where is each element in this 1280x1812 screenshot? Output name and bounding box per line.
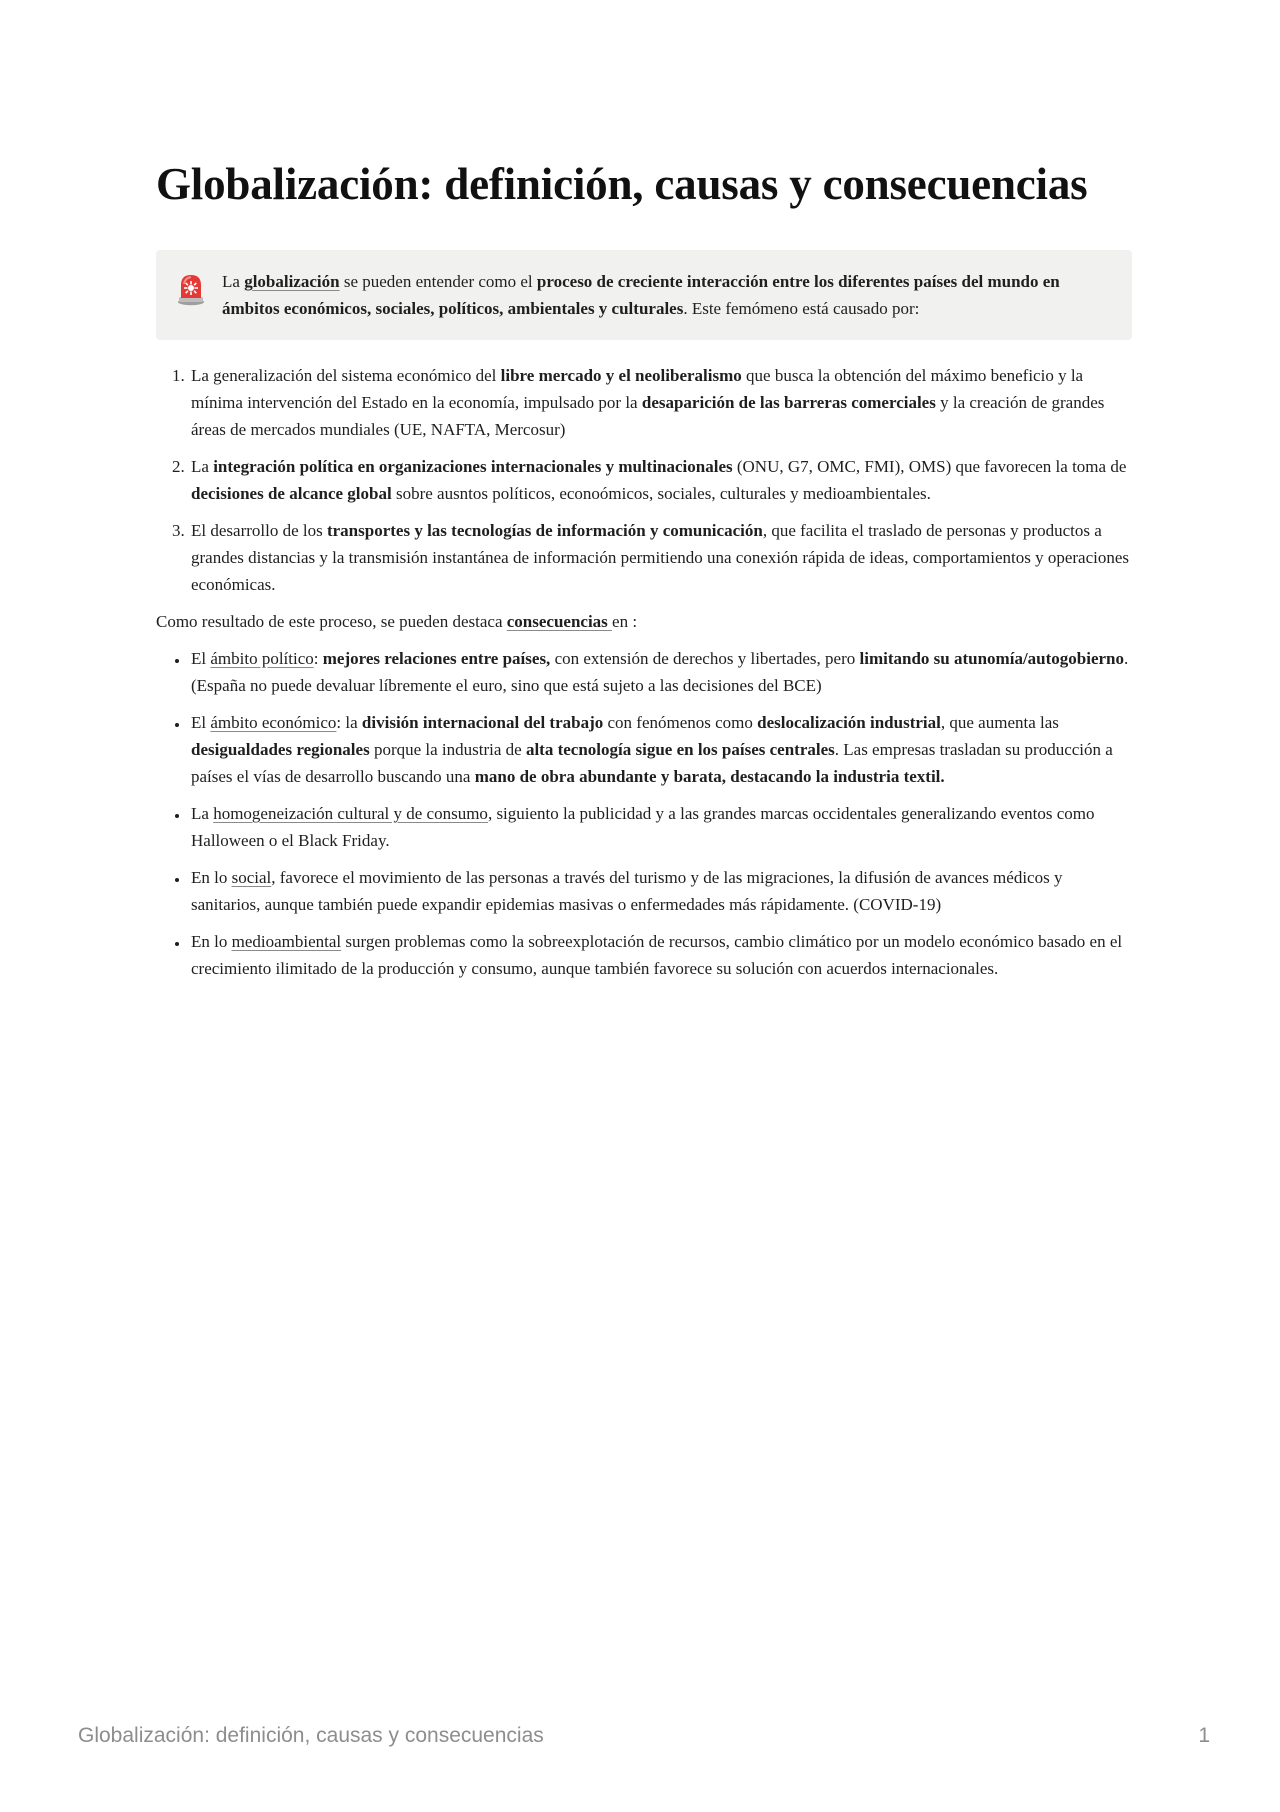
social-link[interactable]: social: [231, 868, 272, 887]
consequences-list: [156, 645, 1132, 982]
text-span: se pueden entender como el: [339, 272, 537, 291]
globalizacion-link[interactable]: globalización: [244, 272, 340, 291]
callout-text: [222, 268, 1104, 322]
list-item: • En lo social, favorece el movimiento de las personas a través del turismo y de las migraciones, la difusión de avances médicos y sanitarios, aunque también puede expandir epidemias masivas o enfermedades más rápidamente. (COVID-19): [189, 864, 1132, 918]
text-span: . Este femómeno está causado por:: [683, 299, 920, 318]
footer-title: Globalización: definición, causas y consecuencias: [78, 1724, 544, 1747]
page-number: 1: [1198, 1724, 1210, 1747]
callout-box: [156, 250, 1132, 340]
list-item: • El ámbito económico: la división internacional del trabajo con fenómenos como deslocalización industrial, que aumenta las desigualdades regionales porque la industria de alta tecnología sigue en los países centrales. Las empresas trasladan su producción a países el vías de desarrollo buscando una mano de obra abundante y barata, destacando la industria textil.: [189, 709, 1132, 790]
list-item: 1. La generalización del sistema económico del libre mercado y el neoliberalismo que busca la obtención del máximo beneficio y la mínima intervención del Estado en la economía, impulsado por la desaparición de las barreras comerciales y la creación de grandes áreas de mercados mundiales (UE, NAFTA, Mercosur): [189, 362, 1132, 443]
text-span: La: [222, 272, 245, 291]
list-item: • La homogeneización cultural y de consumo, siguiento la publicidad y a las grandes marcas occidentales generalizando eventos como Halloween o el Black Friday.: [189, 800, 1132, 854]
consecuencias-link[interactable]: consecuencias: [506, 612, 613, 631]
list-item: • El ámbito político: mejores relaciones entre países, con extensión de derechos y libertades, pero limitando su atunomía/autogobierno. (España no puede devaluar líbremente el euro, sino que está sujeto a las decisiones del BCE): [189, 645, 1132, 699]
document-body: [156, 150, 1132, 992]
ambito-economico-link[interactable]: ámbito económico: [210, 713, 337, 732]
list-item: 3. El desarrollo de los transportes y las tecnologías de información y comunicación, que facilita el traslado de personas y productos a grandes distancias y la transmisión instantánea de información permitiendo una conexión rápida de ideas, comportamientos y operaciones económicas.: [189, 517, 1132, 598]
causes-list: [156, 362, 1132, 598]
bold-text: proceso de creciente interacción entre los diferentes países del mundo en ámbitos económicos, sociales, políticos, ambientales y culturales: [222, 272, 1060, 318]
page-title: Globalización: definición, causas y consecuencias: [156, 159, 1088, 209]
ambito-politico-link[interactable]: ámbito político: [210, 649, 314, 668]
list-item: • En lo medioambiental surgen problemas como la sobreexplotación de recursos, cambio climático por un modelo económico basado en el crecimiento ilimitado de la producción y consumo, aunque también favorece su solución con acuerdos internacionales.: [189, 928, 1132, 982]
medioambiental-link[interactable]: medioambiental: [231, 932, 342, 951]
homogeneizacion-link[interactable]: homogeneización cultural y de consumo: [213, 804, 488, 823]
list-item: 2. La integración política en organizaciones internacionales y multinacionales (ONU, G7, OMC, FMI), OMS) que favorecen la toma de decisiones de alcance global sobre ausntos políticos, econoómicos, sociales, culturales y medioambientales.: [189, 453, 1132, 507]
rotating-light-icon: [176, 272, 206, 306]
consequences-intro: Como resultado de este proceso, se pueden destaca consecuencias en :: [156, 612, 638, 631]
